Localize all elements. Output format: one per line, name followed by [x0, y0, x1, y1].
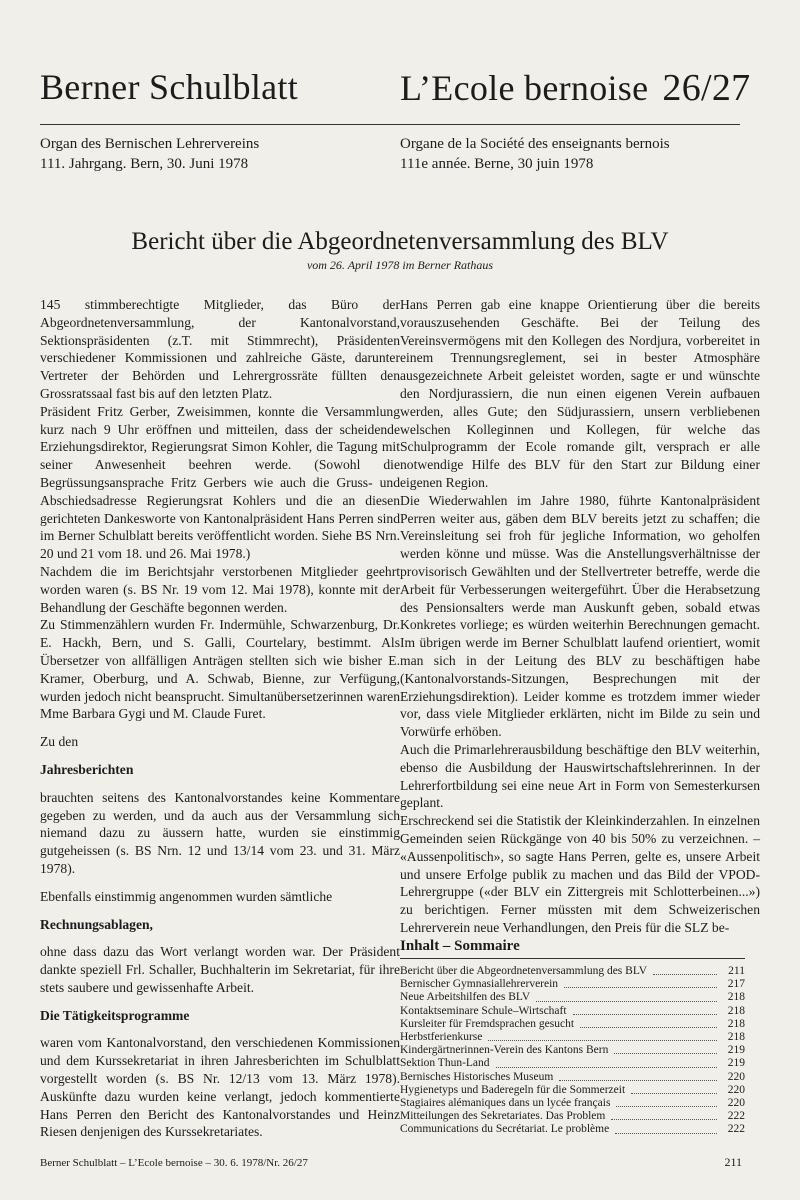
toc-entry-text: Herbstferienkurse — [400, 1031, 483, 1044]
toc-entry-text: Kontaktseminare Schule–Wirtschaft — [400, 1004, 567, 1017]
section-heading: Rechnungsablagen, — [40, 916, 153, 932]
toc-entry-page: 219 — [727, 1044, 745, 1057]
toc-entry-text: Kindergärtnerinnen-Verein des Kantons Bern — [400, 1044, 609, 1057]
paragraph: Ebenfalls einstimmig angenommen wurden sämtliche — [40, 888, 333, 904]
section-heading: Jahresberichten — [40, 761, 134, 777]
paragraph: 145 stimmberechtigte Mitglieder, das Büro der Abgeordnetenversammlung, der Kantonalvorstand, Sektionspräsidenten (z.T. mit Stimmrecht), Präsidenten verschiedener Kommissionen und zahlreiche Gäste, darunter Vertreter der Behörden und Lehrergrossräte füllten den Grossratssaal fast bis auf den letzten Platz. — [40, 297, 400, 401]
article-headline: Bericht über die Abgeordnetenversammlung des BLV — [131, 228, 669, 255]
toc-entry-text: Communications du Secrétariat. Le problème — [400, 1123, 610, 1136]
org-de-line2: 111. Jahrgang. Bern, 30. Juni 1978 — [40, 156, 249, 172]
masthead-title-de: Berner Schulblatt — [40, 67, 299, 107]
toc-entry-text: Bernisches Historisches Museum — [400, 1070, 554, 1083]
toc-entry[interactable] — [400, 978, 745, 991]
toc-entry-text: Neue Arbeitshilfen des BLV — [400, 991, 531, 1004]
toc-entry-text: Bericht über die Abgeordnetenversammlung des BLV — [400, 965, 648, 977]
toc-entry[interactable] — [400, 1018, 745, 1031]
toc-entry-page: 220 — [727, 1083, 745, 1096]
toc-entry-text: Mitteilungen des Sekretariates. Das Problem — [400, 1110, 606, 1123]
toc-entry-page: 218 — [727, 991, 745, 1004]
masthead-rule — [40, 124, 740, 125]
toc-title: Inhalt – Sommaire — [400, 938, 745, 959]
paragraph: brauchten seitens des Kantonalvorstandes keine Kommentare gegeben zu werden, und da auch aus der Versammlung sich niemand dazu zu äussern hatte, wurden sie einstimmig gutgeheissen (s. BS Nrn. 12 und 13/14 vom 23. und 31. März 1978). — [40, 789, 400, 876]
org-fr-line1: Organe de la Société des enseignants bernois — [400, 136, 670, 152]
toc-entry-page: 217 — [727, 978, 745, 991]
toc-entry[interactable] — [400, 1097, 745, 1110]
org-de-line1: Organ des Bernischen Lehrervereins — [40, 136, 260, 152]
paragraph: waren vom Kantonalvorstand, den verschiedenen Kommissionen und dem Kurssekretariat in ihren Jahresberichten im Schulblatt vorgestellt worden (s. BS Nr. 12/13 vom 13. März 1978). Auskünfte dazu wurden keine verlangt, jedoch kommentierte Hans Perren den Bericht des Kantonalvorstandes und Heinz Riesen denjenigen des Kurssekretariates. — [40, 1035, 400, 1140]
table-of-contents — [400, 938, 745, 1137]
article-column-right — [400, 296, 760, 937]
org-fr — [400, 134, 670, 174]
toc-entry-page: 219 — [727, 1057, 745, 1070]
toc-entry-page: 220 — [727, 1070, 745, 1083]
paragraph: Hans Perren gab eine knappe Orientierung über die bereits vorauszusehenden Geschäfte. Bei der Teilung des Vereinsvermögens mit den Kollegen des Nordjura, vorbereitet in einem Trennungsreglement, sei in bester Atmosphäre ausgezeichnete Arbeit geleistet worden, sagte er und wünschte den Nordjurassiern, die nun einen eigenen Verein aufbauen werden, alles Gute; den Südjurassiern, unsern verbliebenen welschen Kolleginnen und Kollegen, für welche das Schulprogramm der Ecole romande gilt, versprach er alle notwendige Hilfe des BLV für den Start zur Bildung einer eigenen Region. — [400, 297, 760, 490]
toc-entry-page: 218 — [727, 1004, 745, 1017]
article-subline: vom 26. April 1978 im Berner Rathaus — [306, 258, 494, 272]
paragraph: Auch die Primarlehrerausbildung beschäftige den BLV weiterhin, ebenso die Ausbildung der Hauswirtschaftslehrerinnen. In der Lehrerfortbildung sei eine neue Art in Form von Semesterkursen geplant. — [400, 741, 760, 811]
paragraph: ohne dass dazu das Wort verlangt worden war. Der Präsident dankte speziell Frl. Schaller, Buchhalterin im Sekretariat, für ihre stets saubere und gewissenhafte Arbeit. — [40, 944, 400, 995]
page-footer: Berner Schulblatt – L’Ecole bernoise – 30. 6. 1978/Nr. 26/27 — [40, 1157, 308, 1169]
toc-entry-page: 222 — [727, 1123, 745, 1136]
toc-entry[interactable] — [400, 1071, 745, 1084]
issue-number: 26/27 — [662, 67, 751, 109]
toc-entry-text: Kursleiter für Fremdsprachen gesucht — [400, 1017, 575, 1030]
toc-entry[interactable] — [400, 1005, 745, 1018]
paragraph: Präsident Fritz Gerber, Zweisimmen, konnte die Versammlung kurz nach 9 Uhr eröffnen und mitteilen, dass der scheidende Erziehungsdirektor, Regierungsrat Simon Kohler, die Tagung mit seiner Anwesenheit beehren werde. (Sowohl die Begrüssungsansprache Fritz Gerbers wie auch die Gruss- und Abschiedsadresse Regierungsrat Kohlers und die an diesen gerichteten Dankesworte von Kantonalpräsident Hans Perren sind im Berner Schulblatt bereits veröffentlicht worden. Siehe BS Nrn. 20 und 21 vom 18. und 26. Mai 1978.) — [40, 403, 400, 562]
toc-entry-page: 211 — [728, 965, 745, 977]
org-fr-line2: 111e année. Berne, 30 juin 1978 — [400, 156, 594, 172]
paragraph: Zu Stimmenzählern wurden Fr. Indermühle, Schwarzenburg, Dr. E. Hackh, Bern, und S. Galli, Courtelary, bestimmt. Als Übersetzer von allfälligen Anträgen stellten sich wie bisher E. Kramer, Oberburg, und A. Schwab, Bienne, zur Verfügung, wurden jedoch nicht beansprucht. Simultanübersetzerinnen waren Mme Barbara Gygi und M. Claude Furet. — [40, 617, 400, 722]
masthead-title-fr-group — [400, 66, 750, 110]
paragraph: Nachdem die im Berichtsjahr verstorbenen Mitglieder geehrt worden waren (s. BS Nr. 19 vom 12. Mai 1978), konnte mit der Behandlung der Geschäfte begonnen werden. — [40, 563, 400, 615]
toc-entry-page: 218 — [727, 1017, 745, 1030]
org-de — [40, 134, 259, 174]
paragraph: Die Wiederwahlen im Jahre 1980, führte Kantonalpräsident Perren weiter aus, gäben dem BLV bereits jetzt zu schaffen; die Vereinsleitung sei froh für jegliche Information, wo geholfen werden könne und müsse. Was die Anstellungsverhältnisse der provisorisch Gewählten und der Stellvertreter betreffe, werde die Arbeit für Verbesserungen weitergeführt. Über die Herabsetzung des Pensionsalters werde man Auskunft geben, sobald etwas Konkretes vorliege; es würden weiterhin Berechnungen gemacht. Im übrigen werde im Berner Schulblatt laufend orientiert, womit man sich in der Leitung des BLV zu beschäftigen habe (Kantonalvorstands-Sitzungen, Besprechungen mit der Erziehungsdirektion). Leider komme es trotzdem immer wieder vor, dass viele Mitglieder erklärten, nicht im Bilde zu sein und Vorwürfe erhöben. — [400, 492, 760, 740]
section-heading: Die Tätigkeitsprogramme — [40, 1007, 190, 1023]
toc-entry[interactable] — [400, 965, 745, 978]
masthead-title-fr: L’Ecole bernoise — [400, 68, 649, 108]
toc-entry-page: 222 — [727, 1110, 745, 1123]
article-column-left — [40, 296, 400, 1141]
toc-entry[interactable] — [400, 1084, 745, 1097]
toc-entry-page: 220 — [727, 1097, 745, 1110]
toc-entry[interactable] — [400, 1057, 745, 1070]
toc-entry[interactable] — [400, 1031, 745, 1044]
toc-entry-page: 218 — [727, 1031, 745, 1044]
toc-entry[interactable] — [400, 1044, 745, 1057]
paragraph: Erschreckend sei die Statistik der Kleinkinderzahlen. In einzelnen Gemeinden seien Rückgänge von 40 bis 50% zu verzeichnen. – «Aussenpolitisch», so sagte Hans Perren, gelte es, unsere Arbeit und unsere Erfolge publik zu machen und das Bild der VPOD-Lehrergruppe («der BLV ein Zittergreis mit Schlotterbeinen...») zu berichtigen. Ferner müssten mit dem Schweizerischen Lehrerverein neue Verhandlungen, den Preis für die SLZ be- — [400, 813, 760, 935]
toc-entry-text: Hygienetyps und Baderegeln für die Sommerzeit — [400, 1083, 626, 1096]
toc-entry[interactable] — [400, 1123, 745, 1136]
toc-entry-text: Sektion Thun-Land — [400, 1057, 490, 1070]
page-number: 211 — [724, 1155, 742, 1169]
toc-entry[interactable] — [400, 1110, 745, 1123]
toc-entry-text: Stagiaires alémaniques dans un lycée français — [400, 1097, 611, 1110]
toc-entry[interactable] — [400, 991, 745, 1004]
toc-entry-text: Bernischer Gymnasiallehrerverein — [400, 978, 559, 991]
paragraph: Zu den — [40, 734, 79, 750]
